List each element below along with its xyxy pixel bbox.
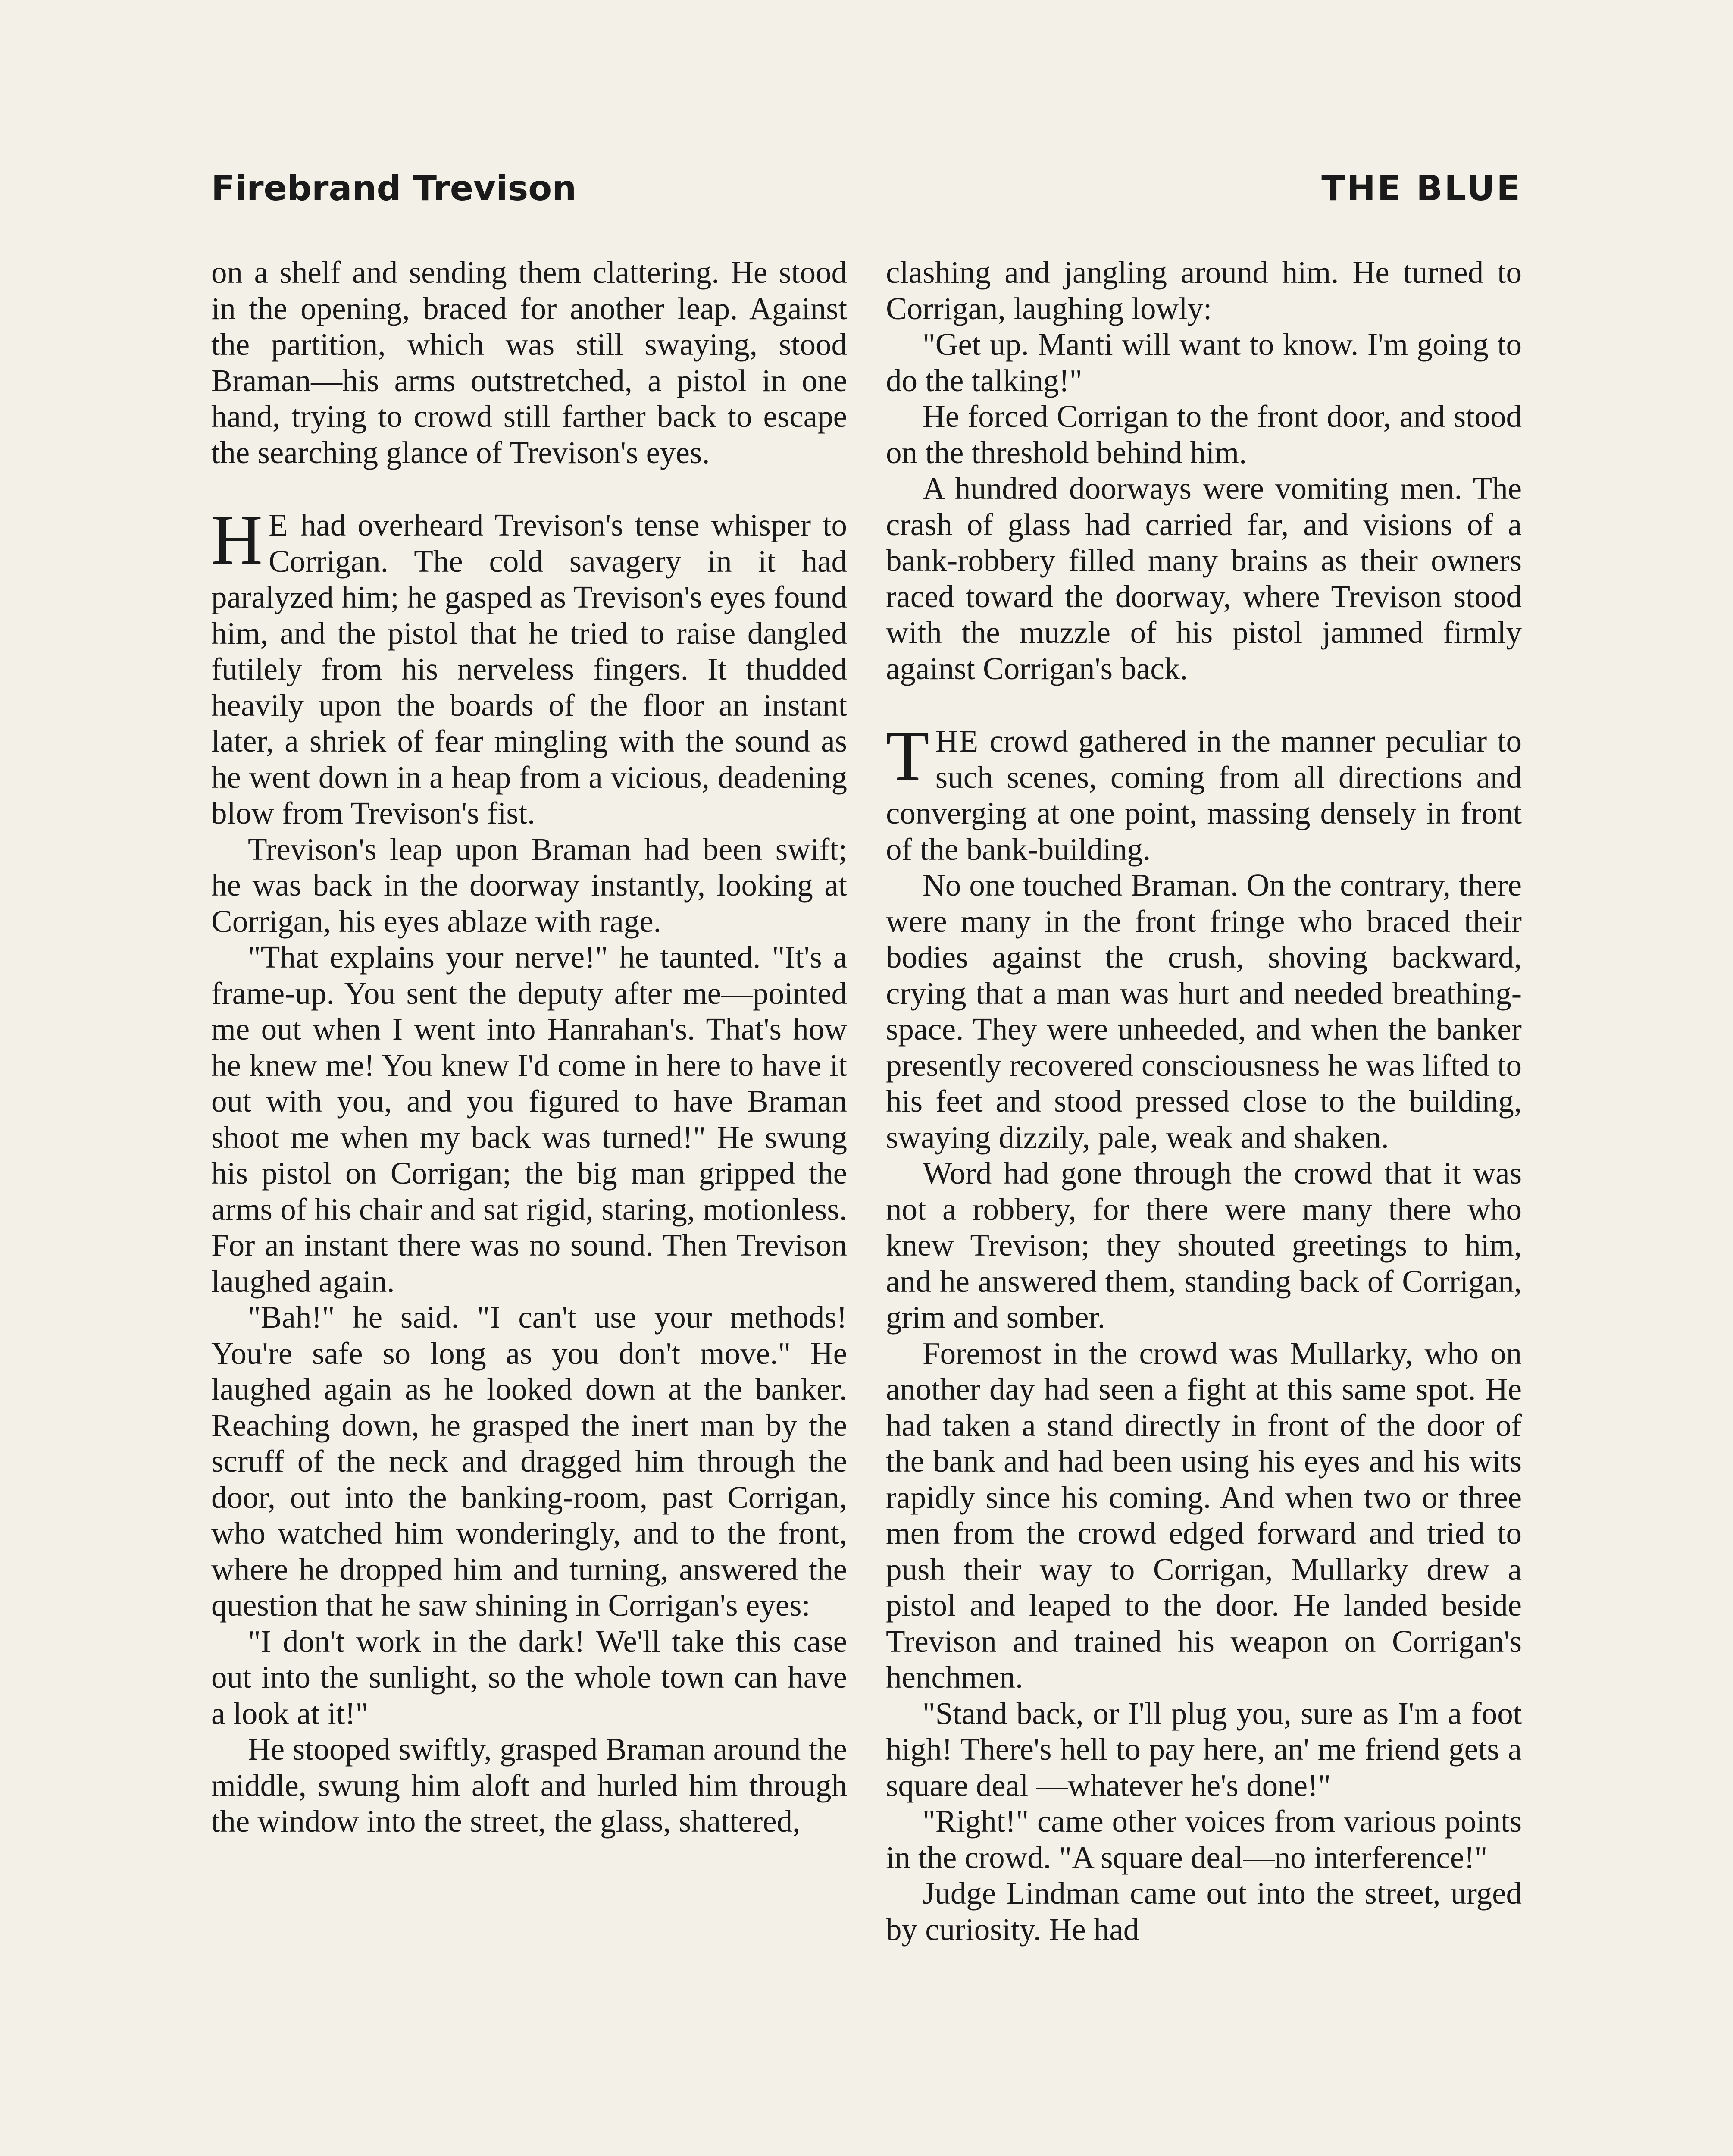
paragraph: Judge Lindman came out into the street, urged by curiosity. He had (886, 1876, 1522, 1947)
section-start-paragraph (886, 716, 1522, 867)
paragraph: "Stand back, or I'll plug you, sure as I'm a foot high! There's hell to pay here, an' me friend gets a square deal —whatever he's done!" (886, 1695, 1522, 1803)
right-column (886, 254, 1522, 2156)
story-title: Firebrand Trevison (211, 168, 577, 208)
running-head (211, 168, 1522, 216)
drop-cap-word: E (269, 508, 289, 542)
paragraph: "Get up. Manti will want to know. I'm going to do the talking!" (886, 327, 1522, 398)
paragraph: "Bah!" he said. "I can't use your methods! You're safe so long as you don't move." He laughed again as he looked down at the banker. Reaching down, he grasped the inert man by the scruff of the neck and dragged him through the door, out into the banking-room, past Corrigan, who watched him wonderingly, and to the front, where he dropped him and turning, answered the question that he saw shining in Corrigan's eyes: (211, 1300, 847, 1623)
paragraph: "That explains your nerve!" he taunted. "It's a frame-up. You sent the deputy after me—pointed me out when I went into Hanrahan's. That's how he knew me! You knew I'd come in here to have it out with you, and you figured to have Braman shoot me when my back was turned!" He swung his pistol on Corrigan; the big man gripped the arms of his chair and sat rigid, staring, motionless. For an instant there was no sound. Then Trevison laughed again. (211, 940, 847, 1299)
drop-cap-word: HE (935, 724, 979, 758)
paragraph-text: had overheard Trevison's tense whisper to Corrigan. The cold savagery in it had paralyzed him; he gasped as Trevison's eyes found him, and the pistol that he tried to raise dangled futilely from his nerveless fingers. It thudded heavily upon the boards of the floor an instant later, a shriek of fear mingling with the sound as he went down in a heap from a vicious, deadening blow from Trevison's fist. (211, 508, 847, 830)
paragraph: He forced Corrigan to the front door, and stood on the threshold behind him. (886, 399, 1522, 470)
paragraph: He stooped swiftly, grasped Braman around the middle, swung him aloft and hurled him through the window into the street, the glass, shattered, (211, 1732, 847, 1839)
paragraph: No one touched Braman. On the contrary, there were many in the front fringe who braced their bodies against the crush, shoving backward, crying that a man was hurt and needed breathing-space. They were unheeded, and when the banker presently recovered consciousness he was lifted to his feet and stood pressed close to the building, swaying dizzily, pale, weak and shaken. (886, 868, 1522, 1155)
section-start-paragraph (211, 500, 847, 831)
paragraph: on a shelf and sending them clattering. He stood in the opening, braced for another leap. Against the partition, which was still swaying, stood Braman—his arms outstretched, a pistol in one hand, trying to crowd still farther back to escape the searching glance of Trevison's eyes. (211, 255, 847, 470)
drop-cap: H (211, 500, 263, 579)
paragraph: "I don't work in the dark! We'll take this case out into the sunlight, so the whole town can have a look at it!" (211, 1623, 847, 1731)
paragraph: Foremost in the crowd was Mullarky, who on another day had seen a fight at this same spot. He had taken a stand directly in front of the door of the bank and had been using his eyes and his wits rapidly since his coming. And when two or three men from the crowd edged forward and tried to push their way to Corrigan, Mullarky drew a pistol and leaped to the door. He landed beside Trevison and trained his weapon on Corrigan's henchmen. (886, 1335, 1522, 1695)
paragraph: clashing and jangling around him. He turned to Corrigan, laughing lowly: (886, 255, 1522, 326)
paragraph: "Right!" came other voices from various points in the crowd. "A square deal—no interference!" (886, 1804, 1522, 1875)
left-column (211, 254, 847, 2156)
paragraph: A hundred doorways were vomiting men. The crash of glass had carried far, and visions of a bank-robbery filled many brains as their owners raced toward the doorway, where Trevison stood with the muzzle of his pistol jammed firmly against Corrigan's back. (886, 471, 1522, 686)
paragraph: Word had gone through the crowd that it was not a robbery, for there were many there who knew Trevison; they shouted greetings to him, and he answered them, standing back of Corrigan, grim and somber. (886, 1156, 1522, 1335)
paragraph: Trevison's leap upon Braman had been swift; he was back in the doorway instantly, looking at Corrigan, his eyes ablaze with rage. (211, 831, 847, 939)
magazine-title: THE BLUE (1321, 168, 1522, 208)
paragraph-text: crowd gathered in the manner peculiar to such scenes, coming from all directions and converging at one point, massing densely in front of the bank-building. (886, 724, 1522, 867)
drop-cap: T (886, 716, 929, 795)
